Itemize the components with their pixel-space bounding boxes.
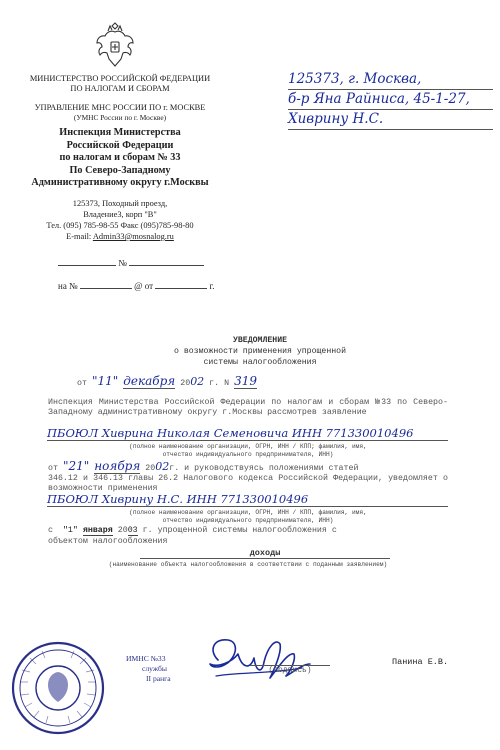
notice-date-line: от "11" декабря 2002 г. N 319 <box>77 374 257 388</box>
object-label: объектом налогообложения <box>48 537 168 546</box>
department-name: УПРАВЛЕНИЕ МНС РОССИИ ПО г. МОСКВЕ (УМНС России по г. Москве) <box>34 103 206 122</box>
notice-subtitle: о возможности применения упрощенной системы налогообложения <box>174 347 346 367</box>
applicant-caption: (полное наименование организации, ОГРН, ИНН / КПП; фамилия, имя, отчество индивидуального предпринимателя, ИНН) <box>129 443 367 458</box>
application-date-line: от "21" ноября 2002г. и руководствуясь положениями статей <box>48 459 359 473</box>
stamp-text: ИМНС №33 службы II ранга <box>126 654 171 683</box>
official-stamp <box>10 640 106 736</box>
body-paragraph-intro: Инспекция Министерства Российской Федерации по налогам и сборам №33 по Северо-Западному административному округу г.Москвы рассмотрев заявление <box>48 398 448 417</box>
start-date-line: с "1" января 2003 г. упрощенной системы налогообложения с <box>48 526 337 535</box>
recipient-caption: (полное наименование организации, ОГРН, ИНН / КПП, фамилия, имя, отчество индивидуального предпринимателя, ИНН) <box>129 509 367 524</box>
handwritten-signature <box>198 624 318 690</box>
incoming-number-line: на № @ от г. <box>58 281 215 291</box>
taxation-object-value: доходы <box>140 548 390 559</box>
outgoing-number-line: № <box>58 258 204 268</box>
inspection-name: Инспекция Министерства Российской Федерации по налогам и сборам № 33 По Северо-Западному Административному округу г.Москвы <box>31 127 209 188</box>
inspection-address: 125373, Походный проезд, Владение3, корп "В" Тел. (095) 785-98-55 Факс (095)785-98-80 E-mail: Admin33@mosnalog.ru <box>46 199 194 241</box>
recipient-name-handwritten: ПБОЮЛ Хиврину Н.С. ИНН 771330010496 <box>47 492 448 507</box>
coat-of-arms-emblem <box>93 22 137 70</box>
recipient-address-handwritten: 125373, г. Москва, б-р Яна Райниса, 45-1-27, Хиврину Н.С. <box>288 70 493 130</box>
ministry-name: МИНИСТЕРСТВО РОССИЙСКОЙ ФЕДЕРАЦИИ ПО НАЛОГАМ И СБОРАМ <box>29 74 211 93</box>
applicant-name-handwritten: ПБОЮЛ Хиврина Николая Семеновича ИНН 771330010496 <box>47 426 448 441</box>
object-caption: (наименование объекта налогообложения в соответствии с поданным заявлением) <box>108 561 388 568</box>
notice-title: УВЕДОМЛЕНИЕ <box>232 336 288 345</box>
body-paragraph-articles: 346.12 и 346.13 главы 26.2 Налогового кодекса Российской Федерации, уведомляет о возможности применения <box>48 474 448 493</box>
email-link[interactable]: Admin33@mosnalog.ru <box>92 232 174 241</box>
signature-caption: (подпись) <box>250 665 330 675</box>
signer-name: Панина Е.В. <box>392 657 449 667</box>
